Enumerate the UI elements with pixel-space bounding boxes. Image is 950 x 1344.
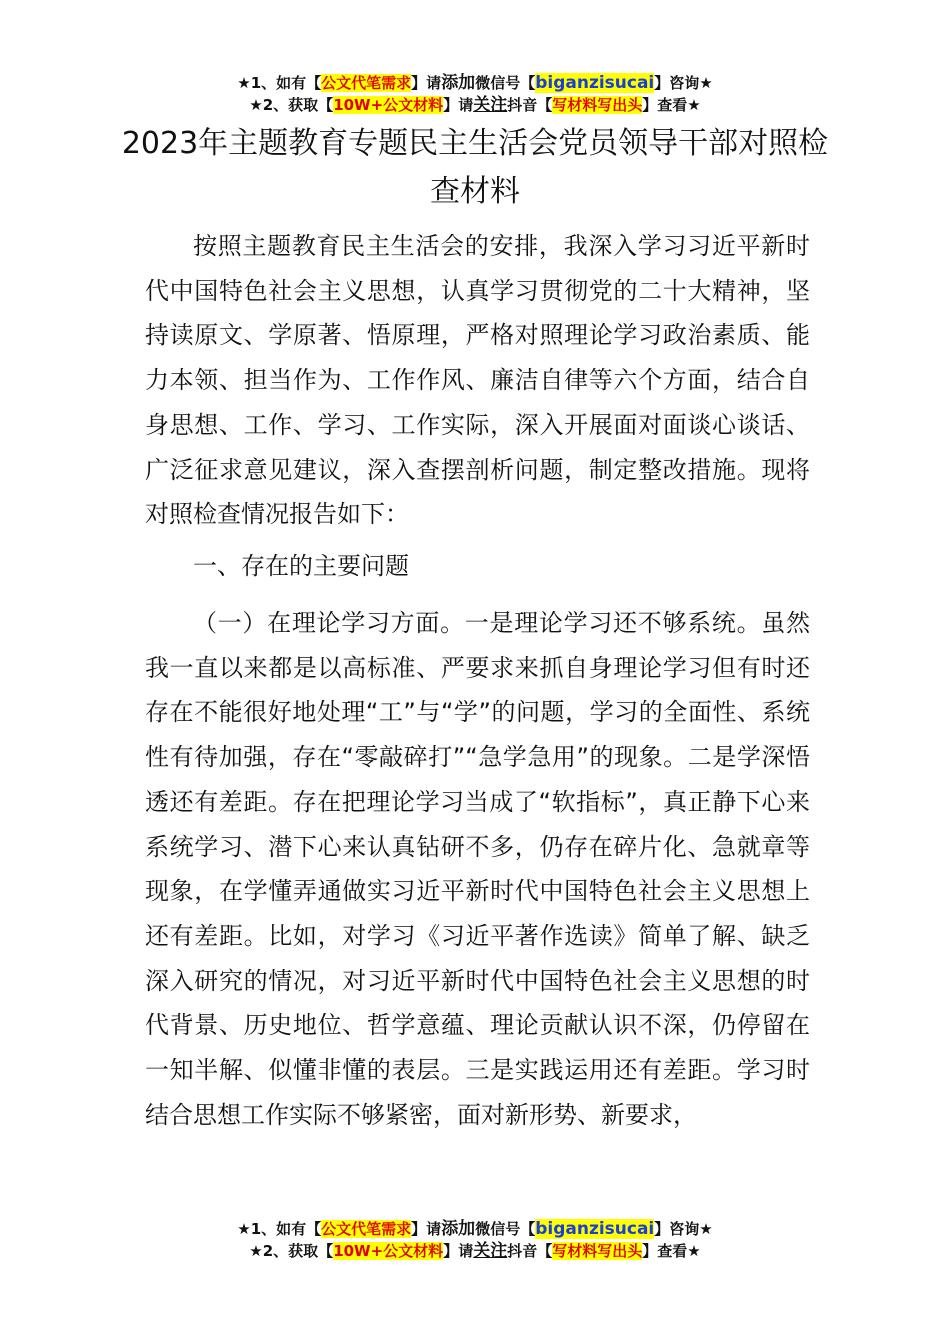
banner-highlight: 写材料写出头 bbox=[552, 1242, 643, 1260]
banner-text: 】请 bbox=[443, 1242, 474, 1260]
page-title: 2023年主题教育专题民主生活会党员领导干部对照检查材料 bbox=[121, 126, 829, 209]
banner-emphasis: 关注 bbox=[473, 1241, 508, 1261]
banner-text: 】咨询★ bbox=[654, 74, 713, 92]
banner-highlight: 写材料写出头 bbox=[552, 96, 643, 114]
banner-text: 微信号【 bbox=[475, 1220, 536, 1238]
banner-line-1 bbox=[0, 1218, 950, 1240]
banner-text: ★1、如有【 bbox=[237, 74, 322, 92]
banner-text: 】请 bbox=[411, 1220, 442, 1238]
banner-highlight: 公文代笔需求 bbox=[321, 1220, 412, 1238]
heading-text: 一、存在的主要问题 bbox=[193, 552, 409, 580]
banner-text: 】咨询★ bbox=[654, 1220, 713, 1238]
banner-emphasis: 添加 bbox=[441, 73, 476, 93]
banner-text: 】请 bbox=[443, 96, 474, 114]
banner-highlight: 10W+公文材料 bbox=[333, 96, 444, 114]
banner-line-2 bbox=[0, 94, 950, 116]
intro-paragraph bbox=[145, 224, 810, 537]
banner-wechat-id: biganzisucai bbox=[535, 1219, 655, 1239]
paragraph-text: 按照主题教育民主生活会的安排，我深入学习习近平新时代中国特色社会主义思想，认真学习贯彻党的二十大精神，坚持读原文、学原著、悟原理，严格对照理论学习政治素质、能力本领、担当作为、工作作风、廉洁自律等六个方面，结合自身思想、工作、学习、工作实际，深入开展面对面谈心谈话、广泛征求意见建议，深入查摆剖析问题，制定整改措施。现将对照检查情况报告如下： bbox=[145, 232, 810, 529]
paragraph-text: （一）在理论学习方面。一是理论学习还不够系统。虽然我一直以来都是以高标准、严要求来抓自身理论学习但有时还存在不能很好地处理“工”与“学”的问题，学习的全面性、系统性有待加强，存在“零敲碎打”“急学急用”的现象。二是学深悟透还有差距。存在把理论学习当成了“软指标”，真正静下心来系统学习、潜下心来认真钻研不多，仍存在碎片化、急就章等现象，在学懂弄通做实习近平新时代中国特色社会主义思想上还有差距。比如，对学习《习近平著作选读》简单了解、缺乏深入研究的情况，对习近平新时代中国特色社会主义思想的时代背景、历史地位、哲学意蕴、理论贡献认识不深，仍停留在一知半解、似懂非懂的表层。三是实践运用还有差距。学习时结合思想工作实际不够紧密，面对新形势、新要求， bbox=[145, 609, 810, 1129]
banner-text: 抖音【 bbox=[507, 96, 553, 114]
banner-emphasis: 关注 bbox=[473, 95, 508, 115]
banner-text: 】请 bbox=[411, 74, 442, 92]
banner-highlight: 10W+公文材料 bbox=[333, 1242, 444, 1260]
bottom-banner bbox=[0, 1218, 950, 1262]
banner-text: 微信号【 bbox=[475, 74, 536, 92]
banner-line-1 bbox=[0, 72, 950, 94]
banner-wechat-id: biganzisucai bbox=[535, 73, 655, 93]
banner-line-2 bbox=[0, 1240, 950, 1262]
banner-text: 抖音【 bbox=[507, 1242, 553, 1260]
banner-text: ★2、获取【 bbox=[249, 96, 334, 114]
banner-text: ★1、如有【 bbox=[237, 1220, 322, 1238]
section-paragraph bbox=[145, 601, 810, 1137]
banner-emphasis: 添加 bbox=[441, 1219, 476, 1239]
banner-text: 】查看★ bbox=[642, 1242, 701, 1260]
banner-text: 】查看★ bbox=[642, 96, 701, 114]
top-banner bbox=[0, 72, 950, 116]
banner-highlight: 公文代笔需求 bbox=[321, 74, 412, 92]
section-heading bbox=[145, 544, 810, 589]
banner-text: ★2、获取【 bbox=[249, 1242, 334, 1260]
